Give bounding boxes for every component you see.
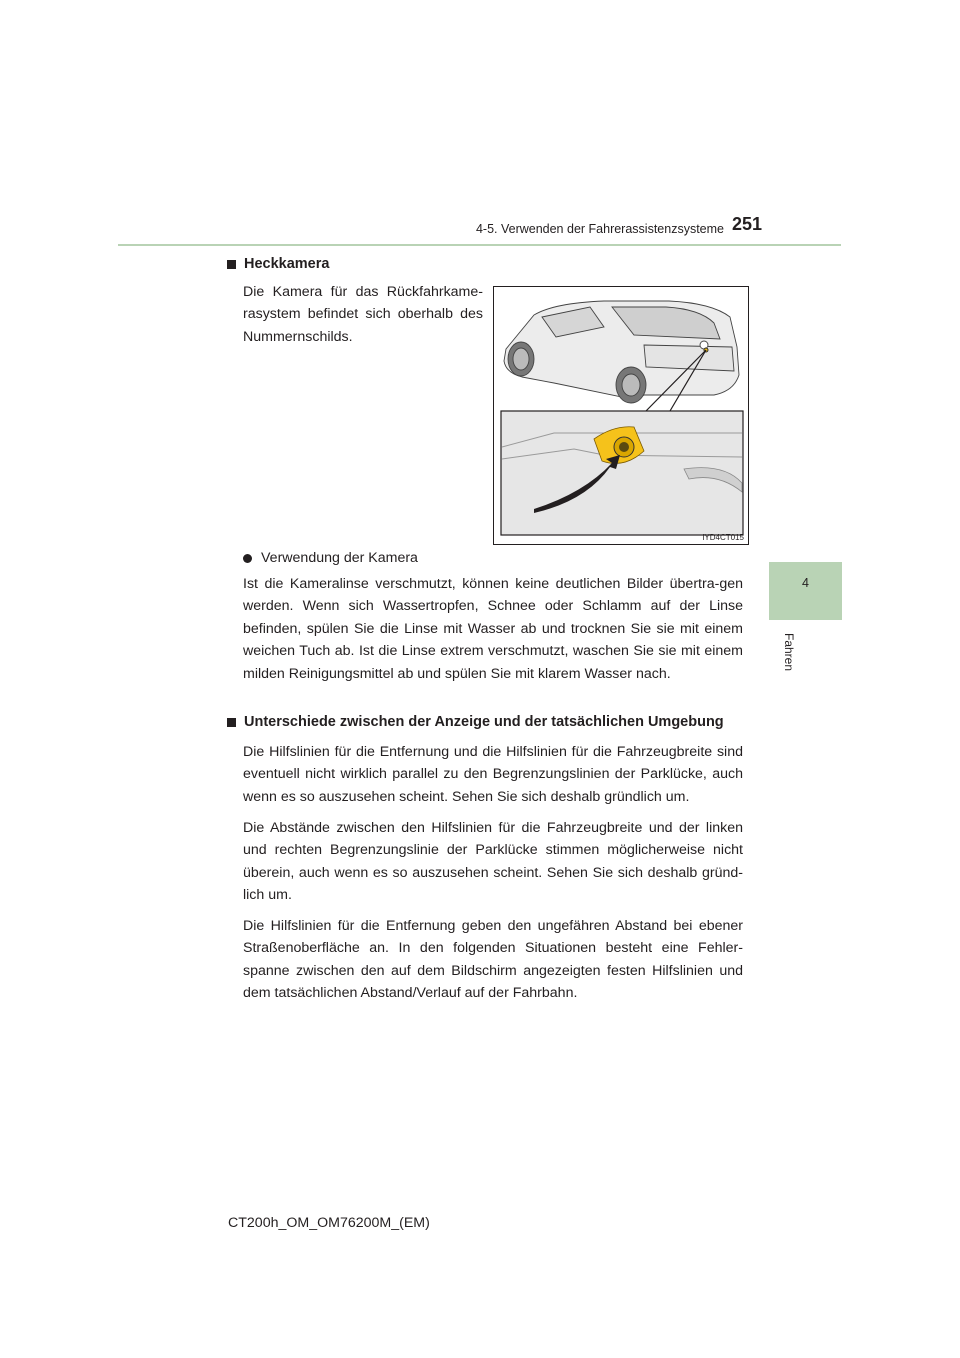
camera-closeup bbox=[501, 411, 743, 535]
square-bullet-icon bbox=[227, 260, 236, 269]
intro-text: Die Kamera für das Rückfahrkame-rasystem befindet sich oberhalb des Nummernschilds. bbox=[243, 284, 483, 345]
chapter-label-container bbox=[782, 622, 796, 682]
paragraph-1: Die Hilfslinien für die Entfernung und die Hilfslinien für die Fahrzeugbreite sind eventuell nicht wirklich parallel zu den Begrenzungslinien der Parklücke, auch wenn es so auszusehen scheint. Sehen Sie sich deshalb gründlich um. bbox=[243, 744, 743, 805]
section-heading-differences bbox=[227, 714, 724, 730]
bullet-heading: Verwendung der Kamera bbox=[261, 550, 418, 566]
chapter-label: Fahren bbox=[782, 632, 796, 672]
camera-usage-text: Ist die Kameralinse verschmutzt, können keine deutlichen Bilder übertra-gen werden. Wenn sich Wassertropfen, Schnee oder Schlamm auf der Linse befinden, spülen Sie die Linse mit Wasser ab und trocknen Sie sie mit einem weichen Tuch ab. Ist die Linse extrem verschmutzt, waschen Sie sie mit einem milden Reinigungsmittel ab und spülen Sie mit klarem Wasser nach. bbox=[243, 576, 743, 682]
section-heading-text: Unterschiede zwischen der Anzeige und der tatsächlichen Umgebung bbox=[244, 714, 724, 730]
page-number: 251 bbox=[732, 214, 763, 234]
bullet-camera-usage bbox=[243, 550, 418, 566]
paragraph-2: Die Abstände zwischen den Hilfslinien für die Fahrzeugbreite und der linken und rechten Begrenzungslinie der Parklücke stimmen möglicherweise nicht überein, auch wenn es so auszusehen scheint. Sehen Sie sich deshalb gründ-lich um. bbox=[243, 820, 743, 904]
figure-code: IYD4CT015 bbox=[702, 533, 744, 542]
camera-location-figure bbox=[493, 286, 749, 545]
paragraph-3: Die Hilfslinien für die Entfernung geben den ungefähren Abstand bei ebener Straßenoberfläche an. In den folgenden Situationen besteht eine Fehler-spanne zwischen den auf dem Bildschirm angezeigten festen Hilfslinien und dem tatsächlichen Abstand/Verlauf auf der Fahrbahn. bbox=[243, 918, 743, 1002]
chapter-tab bbox=[769, 562, 842, 620]
document-code: CT200h_OM_OM76200M_(EM) bbox=[228, 1215, 430, 1231]
header-divider bbox=[118, 244, 841, 246]
camera-illustration bbox=[494, 287, 750, 546]
section-title: 4-5. Verwenden der Fahrerassistenzsysteme bbox=[475, 222, 724, 236]
round-bullet-icon bbox=[243, 554, 252, 563]
section-heading-text: Heckkamera bbox=[244, 256, 330, 272]
section-heading-rear-camera bbox=[227, 256, 329, 272]
square-bullet-icon bbox=[227, 718, 236, 727]
chapter-number: 4 bbox=[802, 576, 809, 590]
